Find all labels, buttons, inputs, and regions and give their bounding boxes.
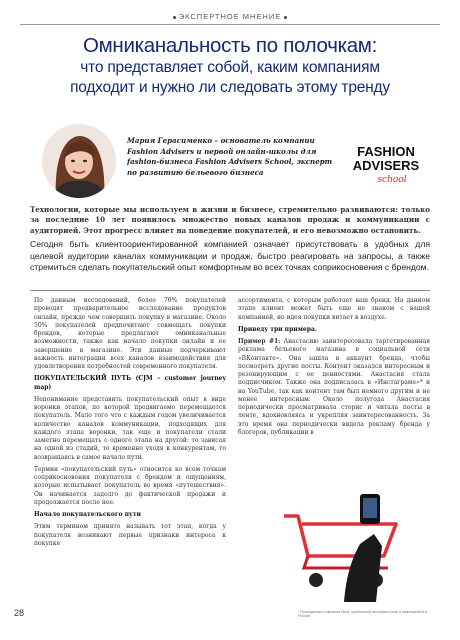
example-label: Пример #1:	[238, 338, 281, 345]
shopping-illustration	[264, 486, 434, 602]
section-heading: ПОКУПАТЕЛЬСКИЙ ПУТЬ (CJM – customer journey map)	[34, 375, 226, 391]
rubric-divider	[20, 24, 440, 25]
section-divider	[30, 290, 430, 291]
lead-paragraph: Сегодня быть клиентоориентированной компанией означает присутствовать в удобных для целевой аудитории каналах коммуникации и продаж, быстро реагировать на запросы, а также стремиться сделать покупательский опыт комфортным во всех точках соприкосновения с брендом.	[30, 239, 430, 273]
rubric-text: ЭКСПЕРТНОЕ МНЕНИЕ	[178, 12, 282, 21]
footnote: * Принадлежит компании Meta, признанной экстремистской и запрещенной в России.	[298, 610, 428, 618]
paragraph: Термин «покупательский путь» относится ко всем точкам соприкосновения покупателя с брендом и ощущениям, которые испытывает покупатель во время «путешествия». Он начинается задолго до фактической продажи и продолжается после нее.	[34, 465, 226, 506]
paragraph	[238, 338, 430, 437]
bullet-dot	[173, 16, 176, 19]
svg-text:FASHION: FASHION	[357, 144, 415, 159]
article-headline	[14, 34, 446, 98]
rubric-label	[0, 12, 460, 21]
example-text: Анастасию заинтересовала таргетированная реклама бельевого магазина в социальной сети «ВКонтакте». Она зашла в аккаунт бренда, чтобы посмотреть другие посты. Контент оказался интересным и резонирующим с ее ценностями. Анастасия стала подписчиком. Также она подписалась в «Инстаграме»* и на YouTube, так как контент там был немного другим и не менее интересным. Около полугода Анастасия периодически просматривала сторис и читала посты в ленте, вдохновляясь и укрепляя заинтересованность. За это время она периодически видела рекламу бренда у блогеров, публикации в	[238, 338, 430, 436]
svg-text:school: school	[377, 175, 407, 185]
right-column	[238, 297, 430, 441]
paragraph: ассортимента, с которым работает ваш бренд. На данном этапе клиент может быть еще не знаком с вашей компанией, но идея покупки витает в воздухе.	[238, 297, 430, 321]
author-photo	[42, 124, 116, 198]
paragraph: Этим термином принято называть тот этап, когда у покупателя возникают первые признаки интереса к покупке	[34, 523, 226, 547]
author-caption: Мария Герасименко – основатель компании Fashion Advisers и первой онлайн-школы для fashion-бизнеса Fashion Advisers School, эксперт по развитию бельевого бизнеса	[127, 136, 333, 177]
svg-text:ADVISERS: ADVISERS	[352, 158, 420, 173]
bullet-dot	[284, 16, 287, 19]
paragraph: По данным исследований, более 70% покупателей проводят предварительное исследование продуктов онлайн, прежде чем совершить покупку в магазине. Около 50% покупателей предпочитают совмещать покупки брендов, которые предлагают омниканальные возможности, также как начало покупки онлайн и ее завершение в магазине. Эти данные подчеркивают важность интеграции всех каналов взаимодействия для удовлетворения потребностей современного покупателя.	[34, 297, 226, 370]
headline-line-2: что представляет собой, каким компаниям	[80, 59, 380, 76]
paragraph: Непонимание представить покупательский опыт в виде воронки этапов, по которой продвигаемо перемещается покупатель. Мало того что с каждым годом увеличивается количество каналов коммуникации, подходящих для каждого этапа воронки, так еще и покупатели стали заметно перемещать с одного этапа на другой: то зависая на одной из стадий, то временно уходя к конкурентам, то возвращаясь в самое начало пути.	[34, 395, 226, 461]
section-heading: Начало покупательского пути	[34, 511, 141, 518]
headline-line-3: подходит и нужно ли следовать этому тренду	[70, 79, 390, 96]
section-heading: Приведу три примера.	[238, 325, 317, 333]
lead-bold-paragraph: Технологии, которые мы используем в жизни и бизнесе, стремительно развиваются: только за последние 10 лет появилось множество новых каналов продаж и коммуникации с аудиторией. Этот прогресс влияет на поведение покупателей, и его невозможно остановить.	[30, 205, 430, 235]
fashion-advisers-logo	[350, 140, 422, 192]
page-number: 28	[14, 608, 25, 618]
headline-line-1: Омниканальность по полочкам:	[82, 34, 377, 57]
left-column	[34, 297, 226, 552]
